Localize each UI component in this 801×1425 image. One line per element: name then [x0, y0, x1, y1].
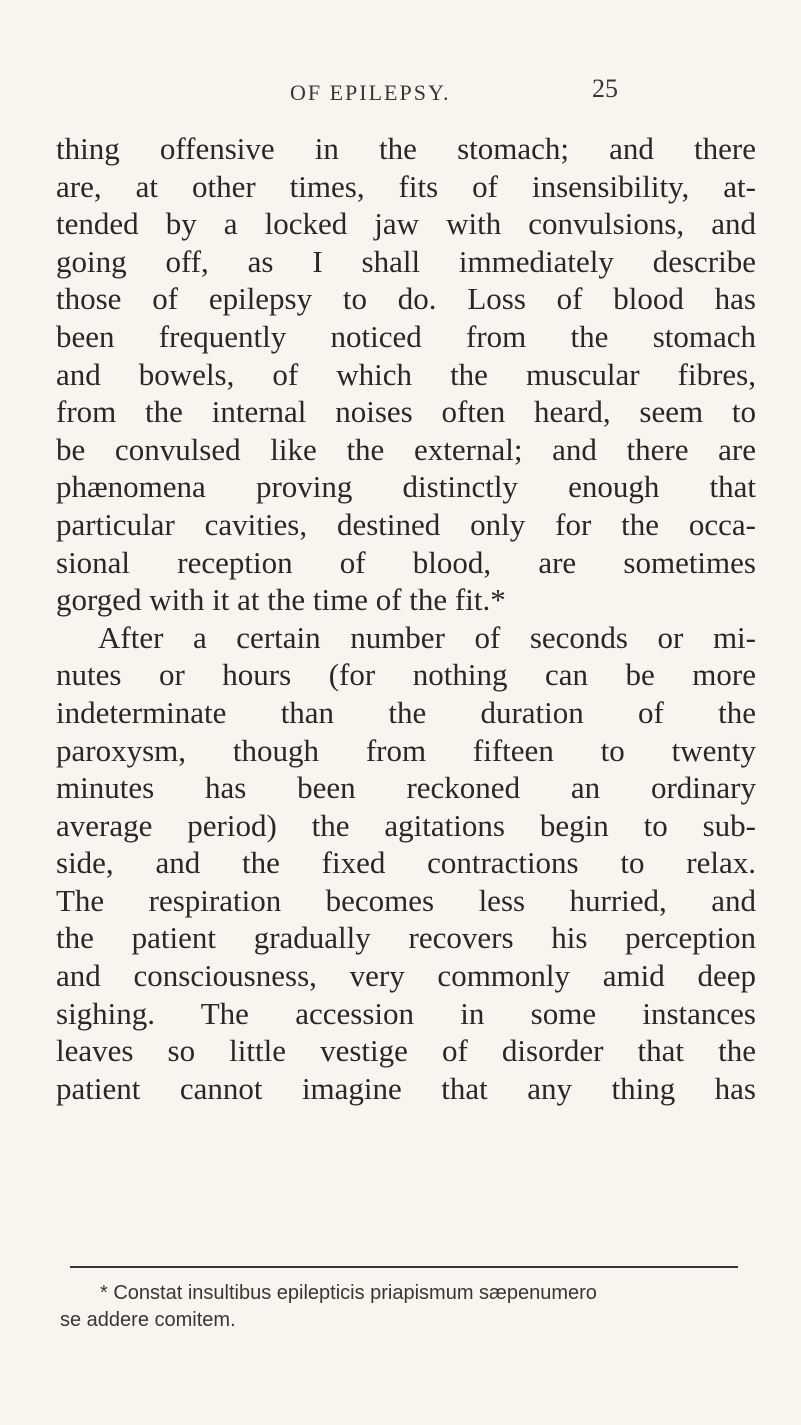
text-line: are, at other times, fits of insensibility, at- [56, 168, 756, 204]
running-title: OF EPILEPSY. [290, 80, 451, 105]
text-line: leaves so little vestige of disorder that the [56, 1033, 756, 1069]
text-line: the patient gradually recovers his perception [56, 920, 756, 956]
footnote-divider [70, 1266, 738, 1268]
text-line: tended by a locked jaw with convulsions, and [56, 206, 756, 242]
text-line: paroxysm, though from fifteen to twenty [56, 732, 756, 768]
text-line: particular cavities, destined only for the occa- [56, 506, 756, 542]
text-line: minutes has been reckoned an ordinary [56, 770, 756, 806]
text-line: been frequently noticed from the stomach [56, 318, 756, 354]
text-line: gorged with it at the time of the fit.* [56, 582, 506, 618]
text-line: sighing. The accession in some instances [56, 995, 756, 1031]
page-number: 25 [592, 74, 618, 103]
text-line: those of epilepsy to do. Loss of blood has [56, 281, 756, 317]
text-line: side, and the fixed contractions to relax. [56, 845, 756, 881]
text-line: going off, as I shall immediately describe [56, 243, 756, 279]
text-line: be convulsed like the external; and there are [56, 431, 756, 467]
footnote-line: se addere comitem. [60, 1309, 236, 1331]
text-line: and bowels, of which the muscular fibres, [56, 356, 756, 392]
text-line: patient cannot imagine that any thing has [56, 1070, 756, 1106]
text-line: nutes or hours (for nothing can be more [56, 657, 756, 693]
text-line: from the internal noises often heard, seem to [56, 394, 756, 430]
text-line: thing offensive in the stomach; and there [56, 131, 756, 166]
body-text [56, 130, 756, 1107]
text-line: indeterminate than the duration of the [56, 694, 756, 730]
footnote-line: * Constat insultibus epilepticis priapismum sæpenumero [100, 1282, 597, 1304]
text-line: phænomena proving distinctly enough that [56, 469, 756, 505]
footnote [60, 1280, 750, 1334]
text-line: sional reception of blood, are sometimes [56, 544, 756, 580]
text-line: The respiration becomes less hurried, and [56, 882, 756, 918]
text-line: and consciousness, very commonly amid deep [56, 958, 756, 994]
text-line: After a certain number of seconds or mi- [98, 619, 756, 655]
text-line: average period) the agitations begin to sub- [56, 807, 756, 843]
